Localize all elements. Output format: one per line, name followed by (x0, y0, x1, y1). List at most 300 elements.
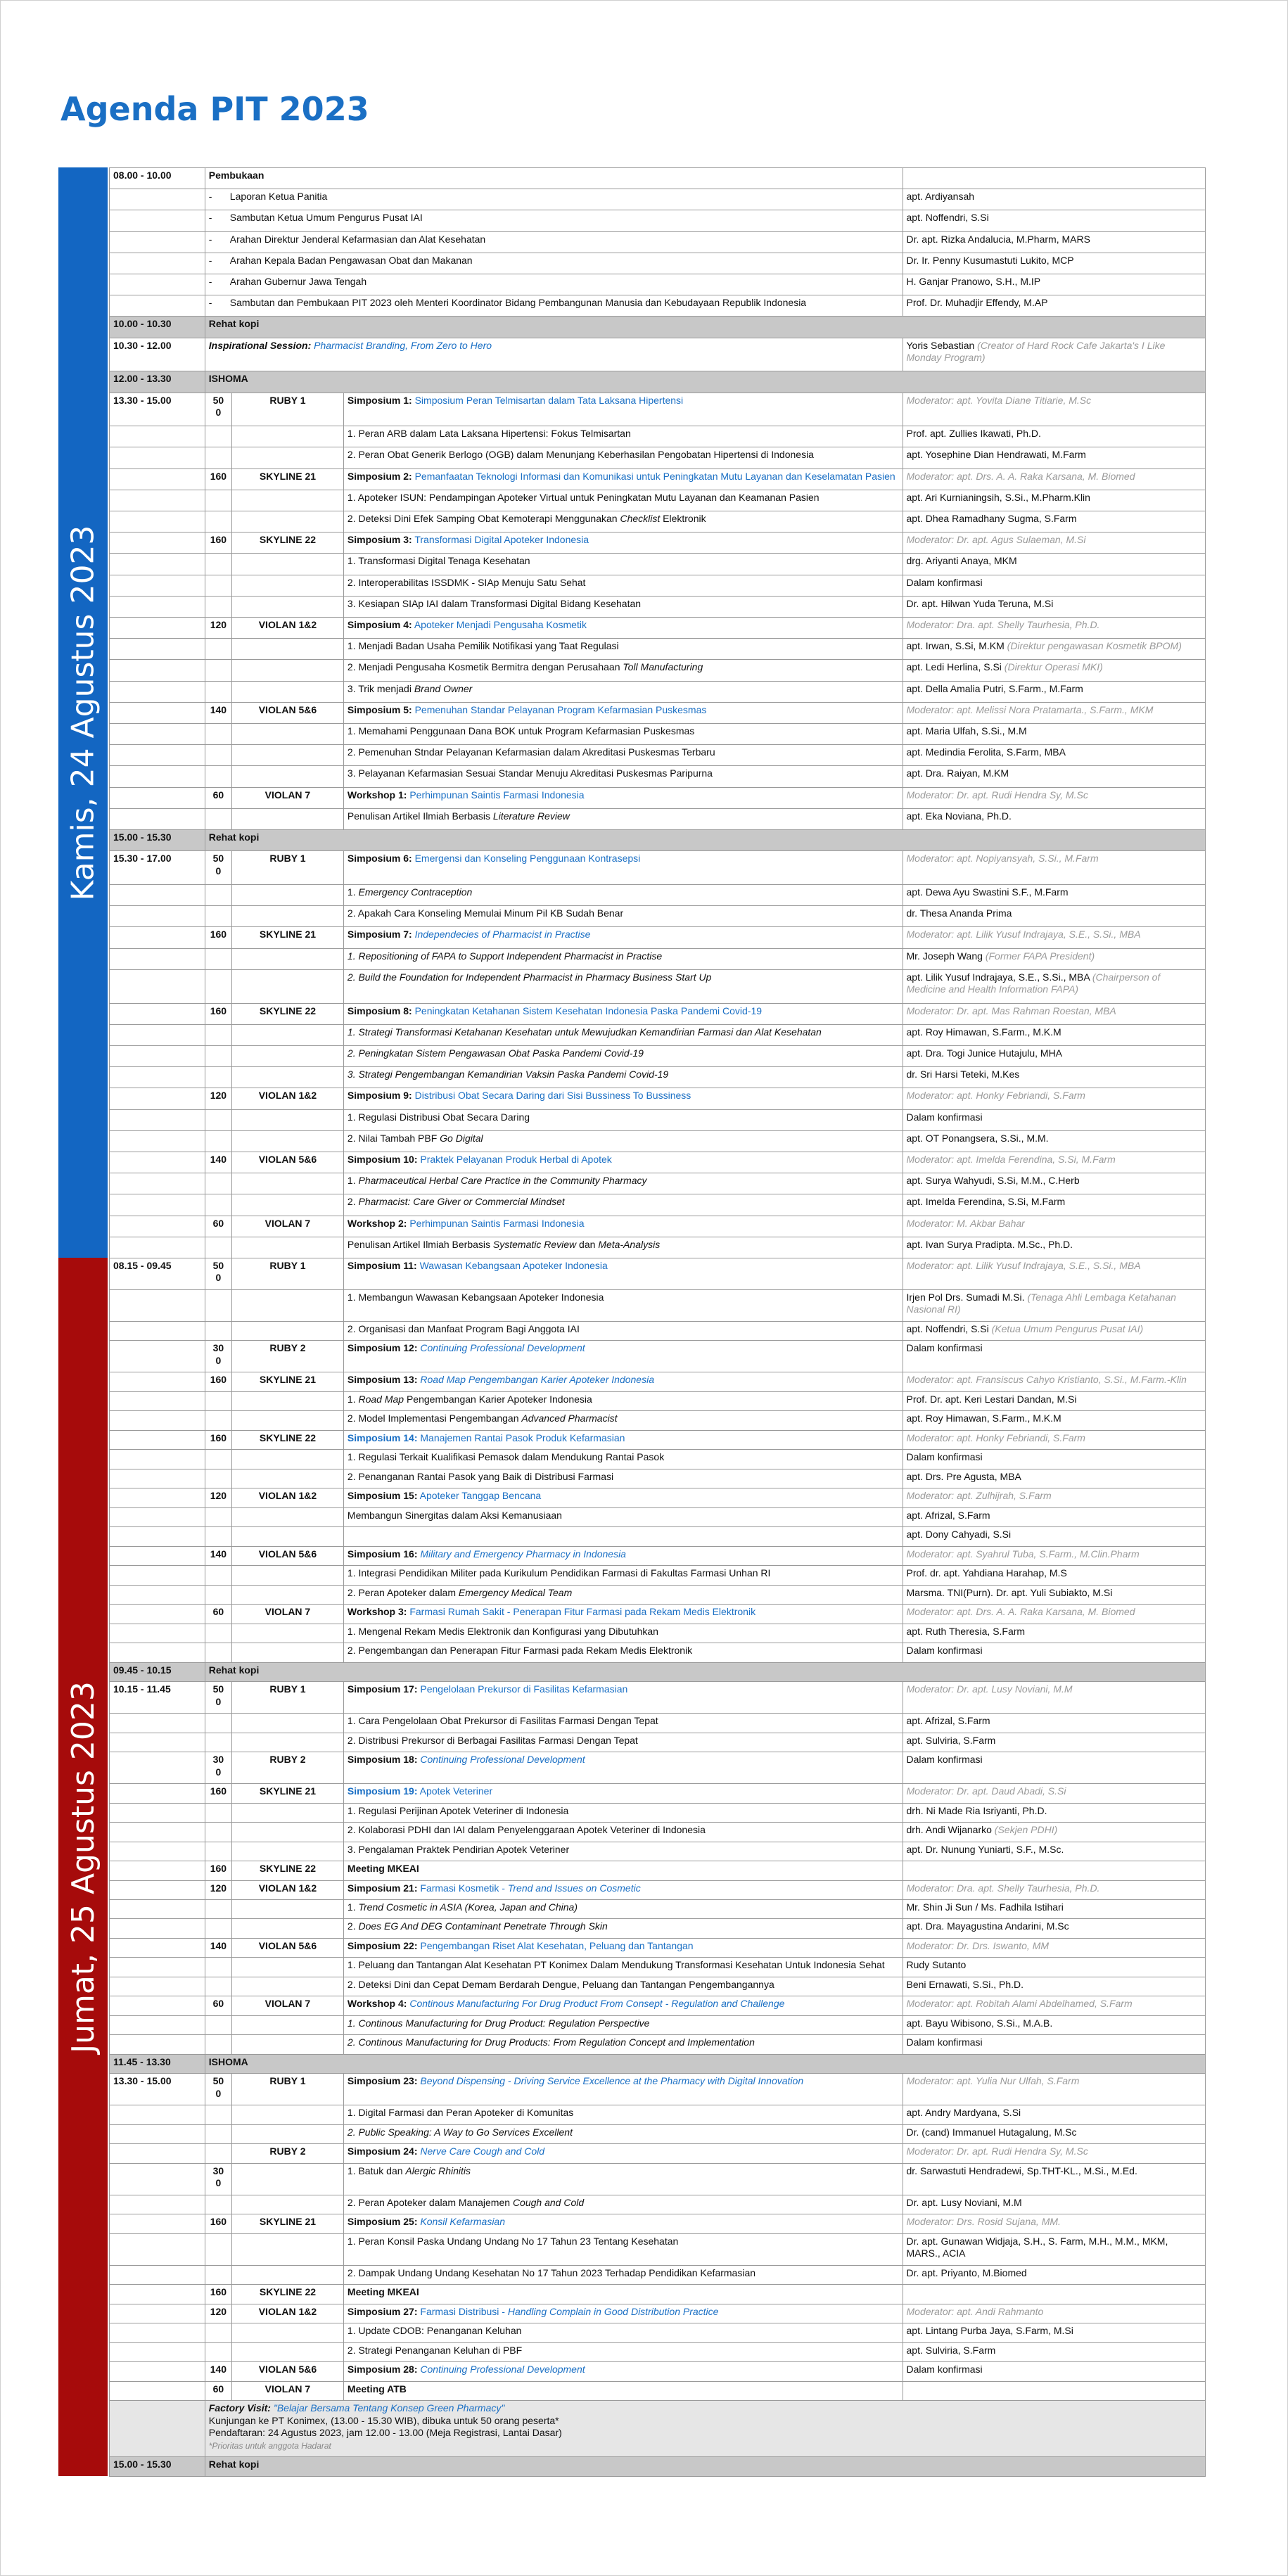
activity-cell: 2. Pemenuhan Stndar Pelayanan Kefarmasian dalam Akreditasi Puskesmas Terbaru (343, 745, 903, 766)
time-cell (110, 2265, 205, 2284)
activity-cell: 1. Cara Pengelolaan Obat Prekursor di Fasilitas Farmasi Dengan Tepat (343, 1714, 903, 1733)
room-cell: SKYLINE 21 (232, 2214, 344, 2233)
room-cell: VIOLAN 1&2 (232, 618, 344, 639)
agenda-row (110, 1682, 1206, 1714)
capacity-cell: 50 0 (205, 2074, 231, 2105)
break-label: Rehat kopi (205, 2457, 1205, 2476)
time-cell (110, 724, 205, 745)
agenda-row (110, 1237, 1206, 1258)
speaker-cell: Moderator: apt. Drs. A. A. Raka Karsana, M. Biomed (903, 468, 1206, 490)
speaker-cell: apt. Ardiyansah (903, 189, 1206, 210)
capacity-cell: 160 (205, 2214, 231, 2233)
agenda-row (110, 1507, 1206, 1526)
time-cell (110, 787, 205, 808)
speaker-cell: apt. Surya Wahyudi, S.Si, M.M., C.Herb (903, 1173, 1206, 1194)
room-cell (232, 1527, 344, 1546)
time-cell (110, 1624, 205, 1643)
room-cell (232, 2323, 344, 2342)
activity-cell: Simposium 12: Continuing Professional Development (343, 1341, 903, 1372)
time-cell (110, 2035, 205, 2054)
time-cell (110, 1067, 205, 1088)
agenda-row (110, 1173, 1206, 1194)
activity-cell: 1. Batuk dan Alergic Rhinitis (343, 2163, 903, 2195)
speaker-cell: Dalam konfirmasi (903, 575, 1206, 596)
time-cell (110, 1173, 205, 1194)
agenda-row (110, 2035, 1206, 2054)
time-cell (110, 1784, 205, 1803)
capacity-cell: 30 0 (205, 2163, 231, 2195)
speaker-cell: Dalam konfirmasi (903, 1341, 1206, 1372)
activity-cell: 3. Trik menjadi Brand Owner (343, 681, 903, 702)
room-cell (232, 1469, 344, 1488)
activity-cell: 1. Peran ARB dalam Lata Laksana Hipertensi: Fokus Telmisartan (343, 426, 903, 447)
speaker-cell: Dr. (cand) Immanuel Hutagalung, M.Sc (903, 2124, 1206, 2143)
room-cell (232, 1045, 344, 1066)
speaker-cell: Moderator: apt. Melissi Nora Pratamarta., S.Farm., MKM (903, 702, 1206, 723)
capacity-cell (205, 2265, 231, 2284)
time-cell (110, 1566, 205, 1585)
agenda-row (110, 2015, 1206, 2034)
room-cell (232, 1958, 344, 1977)
capacity-cell: 160 (205, 1784, 231, 1803)
speaker-cell: Beni Ernawati, S.Si., Ph.D. (903, 1977, 1206, 1996)
activity-cell: 2. Does EG And DEG Contaminant Penetrate Through Skin (343, 1919, 903, 1938)
agenda-row (110, 2074, 1206, 2105)
room-cell: SKYLINE 21 (232, 927, 344, 948)
time-cell (110, 1109, 205, 1130)
speaker-cell: apt. Dewa Ayu Swastini S.F., M.Farm (903, 885, 1206, 906)
room-cell (232, 948, 344, 969)
time-cell (110, 2233, 205, 2265)
activity-cell: Pembukaan (205, 168, 903, 189)
activity-cell: Simposium 17: Pengelolaan Prekursor di Fasilitas Kefarmasian (343, 1682, 903, 1714)
capacity-cell (205, 575, 231, 596)
room-cell (232, 447, 344, 468)
speaker-cell: apt. Noffendri, S.Si (903, 210, 1206, 231)
speaker-cell: Mr. Shin Ji Sun / Ms. Fadhila Istihari (903, 1899, 1206, 1918)
agenda-row (110, 1469, 1206, 1488)
capacity-cell: 60 (205, 2381, 231, 2400)
speaker-cell (903, 168, 1206, 189)
agenda-row (110, 575, 1206, 596)
capacity-cell: 160 (205, 1372, 231, 1391)
agenda-row (110, 618, 1206, 639)
agenda-row (110, 2265, 1206, 2284)
agenda-row (110, 885, 1206, 906)
agenda-row (110, 906, 1206, 927)
speaker-cell: Moderator: Dr. Drs. Iswanto, MM (903, 1938, 1206, 1957)
room-cell: SKYLINE 21 (232, 1784, 344, 1803)
capacity-cell (205, 1899, 231, 1918)
time-cell (110, 1411, 205, 1430)
speaker-cell: Moderator: Dra. apt. Shelly Taurhesia, Ph.D. (903, 618, 1206, 639)
time-cell (110, 1714, 205, 1733)
time-cell (110, 1752, 205, 1784)
capacity-cell (205, 1977, 231, 1996)
time-cell (110, 885, 205, 906)
activity-cell: Simposium 23: Beyond Dispensing - Driving Service Excellence at the Pharmacy with Digital Innovation (343, 2074, 903, 2105)
agenda-row (110, 2323, 1206, 2342)
agenda-row (110, 1919, 1206, 1938)
time-cell (110, 426, 205, 447)
room-cell: RUBY 2 (232, 1752, 344, 1784)
time-cell (110, 2304, 205, 2323)
time-cell (110, 210, 205, 231)
activity-cell: 2. Organisasi dan Manfaat Program Bagi Anggota IAI (343, 1321, 903, 1340)
capacity-cell (205, 681, 231, 702)
room-cell: VIOLAN 1&2 (232, 1488, 344, 1507)
speaker-cell: apt. OT Ponangsera, S.Si., M.M. (903, 1130, 1206, 1152)
capacity-cell (205, 2124, 231, 2143)
room-cell: VIOLAN 1&2 (232, 1880, 344, 1899)
capacity-cell (205, 426, 231, 447)
speaker-cell: apt. Dra. Raiyan, M.KM (903, 766, 1206, 787)
activity-cell: 2. Public Speaking: A Way to Go Services Excellent (343, 2124, 903, 2143)
speaker-cell: apt. Ivan Surya Pradipta. M.Sc., Ph.D. (903, 1237, 1206, 1258)
activity-cell (343, 1527, 903, 1546)
activity-cell: Simposium 10: Praktek Pelayanan Produk Herbal di Apotek (343, 1152, 903, 1173)
room-cell: RUBY 1 (232, 2074, 344, 2105)
time-cell (110, 1507, 205, 1526)
room-cell (232, 808, 344, 829)
speaker-cell: apt. Ruth Theresia, S.Farm (903, 1624, 1206, 1643)
speaker-cell: Prof. Dr. apt. Keri Lestari Dandan, M.Si (903, 1391, 1206, 1410)
speaker-cell: Dalam konfirmasi (903, 2362, 1206, 2381)
agenda-row (110, 2163, 1206, 2195)
capacity-cell (205, 1130, 231, 1152)
agenda-row (110, 274, 1206, 295)
time-cell (110, 554, 205, 575)
agenda-row (110, 1067, 1206, 1088)
room-cell: VIOLAN 1&2 (232, 1088, 344, 1109)
time-cell: 15.00 - 15.30 (110, 830, 205, 851)
capacity-cell (205, 660, 231, 681)
capacity-cell (205, 2144, 231, 2163)
break-label: ISHOMA (205, 371, 1205, 393)
agenda-row (110, 969, 1206, 1003)
speaker-cell: Moderator: apt. Andi Rahmanto (903, 2304, 1206, 2323)
time-cell (110, 1152, 205, 1173)
agenda-row (110, 745, 1206, 766)
speaker-cell: Dalam konfirmasi (903, 1109, 1206, 1130)
room-cell: VIOLAN 7 (232, 2381, 344, 2400)
activity-cell: Simposium 28: Continuing Professional Development (343, 2362, 903, 2381)
speaker-cell: Dr. apt. Gunawan Widjaja, S.H., S. Farm, M.H., M.M., MKM, MARS., ACIA (903, 2233, 1206, 2265)
capacity-cell: 140 (205, 1152, 231, 1173)
room-cell (232, 1733, 344, 1752)
activity-cell: Meeting MKEAI (343, 2285, 903, 2304)
room-cell (232, 1566, 344, 1585)
time-cell (110, 745, 205, 766)
agenda-row (110, 2144, 1206, 2163)
agenda-row (110, 2214, 1206, 2233)
speaker-cell: Moderator: Dr. apt. Rudi Hendra Sy, M.Sc (903, 2144, 1206, 2163)
time-cell: 08.15 - 09.45 (110, 1258, 205, 1289)
capacity-cell (205, 1067, 231, 1088)
speaker-cell: Mr. Joseph Wang (Former FAPA President) (903, 948, 1206, 969)
time-cell (110, 1430, 205, 1449)
room-cell: VIOLAN 7 (232, 1216, 344, 1237)
activity-cell: Simposium 21: Farmasi Kosmetik - Trend and Issues on Cosmetic (343, 1880, 903, 1899)
break-label: ISHOMA (205, 2054, 1205, 2073)
capacity-cell: 160 (205, 1003, 231, 1024)
agenda-row (110, 1130, 1206, 1152)
speaker-cell: dr. Thesa Ananda Prima (903, 906, 1206, 927)
time-cell: 15.30 - 17.00 (110, 851, 205, 885)
speaker-cell: apt. Afrizal, S.Farm (903, 1507, 1206, 1526)
capacity-cell (205, 1842, 231, 1861)
activity-cell: 1. Repositioning of FAPA to Support Independent Pharmacist in Practise (343, 948, 903, 969)
capacity-cell (205, 2342, 231, 2361)
activity-cell: 2. Peningkatan Sistem Pengawasan Obat Paska Pandemi Covid-19 (343, 1045, 903, 1066)
capacity-cell (205, 1391, 231, 1410)
agenda-row (110, 2401, 1206, 2457)
activity-cell: Simposium 25: Konsil Kefarmasian (343, 2214, 903, 2233)
room-cell (232, 1714, 344, 1733)
activity-cell: Simposium 24: Nerve Care Cough and Cold (343, 2144, 903, 2163)
agenda-row (110, 511, 1206, 533)
speaker-cell: Moderator: apt. Fransiscus Cahyo Kristianto, S.Si., M.Farm.-Klin (903, 1372, 1206, 1391)
capacity-cell (205, 639, 231, 660)
speaker-cell: drh. Andi Wijanarko (Sekjen PDHI) (903, 1823, 1206, 1842)
time-cell: 08.00 - 10.00 (110, 168, 205, 189)
capacity-cell (205, 1024, 231, 1045)
room-cell: SKYLINE 21 (232, 468, 344, 490)
time-cell (110, 2342, 205, 2361)
room-cell: VIOLAN 5&6 (232, 1152, 344, 1173)
capacity-cell (205, 724, 231, 745)
room-cell (232, 969, 344, 1003)
time-cell (110, 596, 205, 617)
time-cell: 12.00 - 13.30 (110, 371, 205, 393)
speaker-cell: apt. Roy Himawan, S.Farm., M.K.M (903, 1411, 1206, 1430)
agenda-row (110, 1003, 1206, 1024)
speaker-cell: apt. Bayu Wibisono, S.Si., M.A.B. (903, 2015, 1206, 2034)
speaker-cell: Moderator: Dr. apt. Daud Abadi, S.Si (903, 1784, 1206, 1803)
activity-cell: 2. Deteksi Dini dan Cepat Demam Berdarah Dengue, Peluang dan Tantangan Pengembangannya (343, 1977, 903, 1996)
time-cell (110, 1823, 205, 1842)
room-cell (232, 2233, 344, 2265)
activity-cell: Simposium 27: Farmasi Distribusi - Handling Complain in Good Distribution Practice (343, 2304, 903, 2323)
speaker-cell: apt. Dr. Nunung Yuniarti, S.F., M.Sc. (903, 1842, 1206, 1861)
room-cell (232, 1899, 344, 1918)
speaker-cell: apt. Sulviria, S.Farm (903, 1733, 1206, 1752)
activity-cell: 1. Apoteker ISUN: Pendampingan Apoteker Virtual untuk Peningkatan Mutu Layanan dan Keamanan Pasien (343, 490, 903, 511)
agenda-row (110, 2304, 1206, 2323)
capacity-cell (205, 1714, 231, 1733)
activity-cell: 3. Strategi Pengembangan Kemandirian Vaksin Paska Pandemi Covid-19 (343, 1067, 903, 1088)
room-cell (232, 1391, 344, 1410)
activity-cell: 1. Strategi Transformasi Ketahanan Kesehatan untuk Mewujudkan Kemandirian Farmasi dan Alat Kesehatan (343, 1024, 903, 1045)
speaker-cell: Dr. apt. Hilwan Yuda Teruna, M.Si (903, 596, 1206, 617)
room-cell (232, 2105, 344, 2124)
capacity-cell: 60 (205, 1996, 231, 2015)
time-cell: 13.30 - 15.00 (110, 393, 205, 426)
capacity-cell: 160 (205, 533, 231, 554)
agenda-row (110, 295, 1206, 317)
activity-cell: 2. Apakah Cara Konseling Memulai Minum Pil KB Sudah Benar (343, 906, 903, 927)
agenda-row (110, 1752, 1206, 1784)
time-cell (110, 575, 205, 596)
activity-cell: Simposium 15: Apoteker Tanggap Bencana (343, 1488, 903, 1507)
time-cell (110, 766, 205, 787)
activity-cell: Simposium 1: Simposium Peran Telmisartan dalam Tata Laksana Hipertensi (343, 393, 903, 426)
agenda-row (110, 393, 1206, 426)
room-cell (232, 681, 344, 702)
time-cell (110, 1585, 205, 1604)
room-cell (232, 2342, 344, 2361)
time-cell: 11.45 - 13.30 (110, 2054, 205, 2073)
time-cell (110, 1130, 205, 1152)
agenda-row (110, 1258, 1206, 1289)
activity-cell: 2. Dampak Undang Undang Kesehatan No 17 Tahun 2023 Terhadap Pendidikan Kefarmasian (343, 2265, 903, 2284)
agenda-row (110, 1958, 1206, 1977)
time-cell: 10.15 - 11.45 (110, 1682, 205, 1714)
activity-cell: - Sambutan dan Pembukaan PIT 2023 oleh Menteri Koordinator Bidang Pembangunan Manusia dan Kebudayaan Republik Indonesia (205, 295, 903, 317)
room-cell (232, 1194, 344, 1216)
capacity-cell: 50 0 (205, 1258, 231, 1289)
activity-cell: Simposium 13: Road Map Pengembangan Karier Apoteker Indonesia (343, 1372, 903, 1391)
capacity-cell (205, 2035, 231, 2054)
activity-cell: 2. Peran Obat Generik Berlogo (OGB) dalam Menunjang Keberhasilan Pengobatan Hipertensi di Indonesia (343, 447, 903, 468)
speaker-cell: Moderator: apt. Nopiyansyah, S.Si., M.Farm (903, 851, 1206, 885)
agenda-row (110, 2362, 1206, 2381)
activity-cell: Workshop 4: Continous Manufacturing For Drug Product From Consept - Regulation and Challenge (343, 1996, 903, 2015)
agenda-row (110, 681, 1206, 702)
time-cell (110, 2124, 205, 2143)
agenda-row (110, 1194, 1206, 1216)
speaker-cell: Dalam konfirmasi (903, 1752, 1206, 1784)
room-cell (232, 1643, 344, 1662)
time-cell (110, 1899, 205, 1918)
time-cell (110, 1045, 205, 1066)
speaker-cell: apt. Dra. Mayagustina Andarini, M.Sc (903, 1919, 1206, 1938)
speaker-cell: Marsma. TNI(Purn). Dr. apt. Yuli Subiakto, M.Si (903, 1585, 1206, 1604)
speaker-cell: apt. Ari Kurnianingsih, S.Si., M.Pharm.Klin (903, 490, 1206, 511)
time-cell (110, 2362, 205, 2381)
room-cell (232, 554, 344, 575)
room-cell (232, 1977, 344, 1996)
activity-cell: 1. Memahami Penggunaan Dana BOK untuk Program Kefarmasian Puskesmas (343, 724, 903, 745)
room-cell (232, 766, 344, 787)
room-cell (232, 1919, 344, 1938)
activity-cell: Simposium 16: Military and Emergency Pharmacy in Indonesia (343, 1546, 903, 1565)
time-cell (110, 702, 205, 723)
agenda-row (110, 1527, 1206, 1546)
activity-cell: Meeting MKEAI (343, 1861, 903, 1880)
agenda-row (110, 2381, 1206, 2400)
activity-cell: 1. Mengenal Rekam Medis Elektronik dan Konfigurasi yang Dibutuhkan (343, 1624, 903, 1643)
agenda-row (110, 2195, 1206, 2214)
capacity-cell (205, 554, 231, 575)
room-cell (232, 1067, 344, 1088)
room-cell (232, 1842, 344, 1861)
time-cell: 10.00 - 10.30 (110, 317, 205, 338)
speaker-cell: dr. Sarwastuti Hendradewi, Sp.THT-KL., M.Si., M.Ed. (903, 2163, 1206, 2195)
speaker-cell: apt. Andry Mardyana, S.Si (903, 2105, 1206, 2124)
agenda-row (110, 426, 1206, 447)
agenda-row (110, 554, 1206, 575)
speaker-cell: drg. Ariyanti Anaya, MKM (903, 554, 1206, 575)
capacity-cell (205, 766, 231, 787)
activity-cell: 1. Integrasi Pendidikan Militer pada Kurikulum Pendidikan Farmasi di Fakultas Farmasi Unhan RI (343, 1566, 903, 1585)
capacity-cell (205, 1109, 231, 1130)
time-cell (110, 2195, 205, 2214)
agenda-row (110, 1662, 1206, 1681)
agenda-row (110, 1216, 1206, 1237)
capacity-cell: 50 0 (205, 1682, 231, 1714)
capacity-cell (205, 1803, 231, 1822)
agenda-row (110, 371, 1206, 393)
capacity-cell (205, 1919, 231, 1938)
activity-cell: 2. Build the Foundation for Independent Pharmacist in Pharmacy Business Start Up (343, 969, 903, 1003)
time-cell (110, 948, 205, 969)
speaker-cell: Moderator: apt. Imelda Ferendina, S.Si, M.Farm (903, 1152, 1206, 1173)
capacity-cell: 160 (205, 468, 231, 490)
speaker-cell: apt. Drs. Pre Agusta, MBA (903, 1469, 1206, 1488)
speaker-cell: apt. Afrizal, S.Farm (903, 1714, 1206, 1733)
agenda-row (110, 1341, 1206, 1372)
room-cell: RUBY 1 (232, 1258, 344, 1289)
activity-cell: 1. Membangun Wawasan Kebangsaan Apoteker Indonesia (343, 1289, 903, 1321)
day-label-jumat: Jumat, 25 Agustus 2023 (58, 1258, 108, 2476)
room-cell: VIOLAN 1&2 (232, 2304, 344, 2323)
time-cell (110, 1938, 205, 1957)
activity-cell: Simposium 14: Manajemen Rantai Pasok Produk Kefarmasian (343, 1430, 903, 1449)
room-cell (232, 1130, 344, 1152)
time-cell (110, 906, 205, 927)
time-cell (110, 1194, 205, 1216)
activity-cell: Simposium 9: Distribusi Obat Secara Daring dari Sisi Bussiness To Bussiness (343, 1088, 903, 1109)
capacity-cell (205, 2195, 231, 2214)
time-cell: 15.00 - 15.30 (110, 2457, 205, 2476)
agenda-row (110, 338, 1206, 371)
agenda-row (110, 1643, 1206, 1662)
room-cell: RUBY 1 (232, 851, 344, 885)
room-cell (232, 1289, 344, 1321)
agenda-table (109, 167, 1206, 2477)
capacity-cell (205, 1585, 231, 1604)
speaker-cell: apt. Noffendri, S.Si (Ketua Umum Pengurus Pusat IAI) (903, 1321, 1206, 1340)
agenda-row (110, 851, 1206, 885)
capacity-cell (205, 1289, 231, 1321)
speaker-cell: Dalam konfirmasi (903, 2035, 1206, 2054)
agenda-row (110, 1842, 1206, 1861)
speaker-cell: Dr. apt. Priyanto, M.Biomed (903, 2265, 1206, 2284)
speaker-cell: Dr. apt. Lusy Noviani, M.M (903, 2195, 1206, 2214)
agenda-row (110, 2233, 1206, 2265)
room-cell (232, 1237, 344, 1258)
speaker-cell: dr. Sri Harsi Teteki, M.Kes (903, 1067, 1206, 1088)
capacity-cell (205, 1469, 231, 1488)
time-cell: 09.45 - 10.15 (110, 1662, 205, 1681)
activity-cell: 2. Pharmacist: Care Giver or Commercial Mindset (343, 1194, 903, 1216)
room-cell: VIOLAN 7 (232, 1996, 344, 2015)
room-cell (232, 1823, 344, 1842)
capacity-cell (205, 745, 231, 766)
room-cell (232, 1624, 344, 1643)
room-cell: VIOLAN 5&6 (232, 2362, 344, 2381)
room-cell (232, 490, 344, 511)
activity-cell: Simposium 11: Wawasan Kebangsaan Apoteker Indonesia (343, 1258, 903, 1289)
room-cell (232, 1321, 344, 1340)
time-cell (110, 274, 205, 295)
activity-cell: 3. Kesiapan SIAp IAI dalam Transformasi Digital Bidang Kesehatan (343, 596, 903, 617)
capacity-cell: 160 (205, 1861, 231, 1880)
capacity-cell: 120 (205, 618, 231, 639)
speaker-cell: Yoris Sebastian (Creator of Hard Rock Cafe Jakarta's I Like Monday Program) (903, 338, 1206, 371)
break-label: Rehat kopi (205, 317, 1205, 338)
